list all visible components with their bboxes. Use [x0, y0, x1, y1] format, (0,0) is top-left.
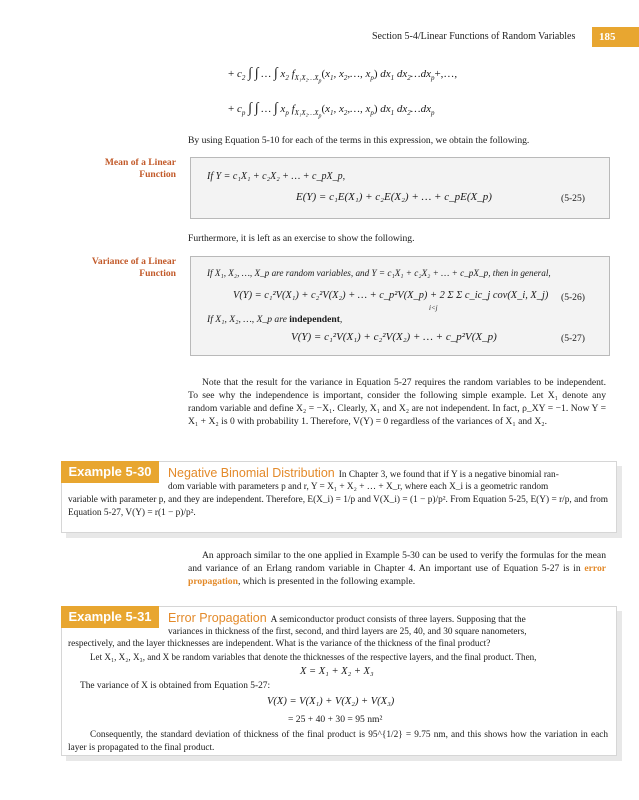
mean-condition: If Y = c₁X₁ + c₂X₂ + … + c_pX_p, — [207, 171, 346, 182]
page-number: 185 — [592, 27, 639, 47]
mean-definition-box — [190, 157, 610, 219]
variance-equation-independent: V(Y) = c₁²V(X₁) + c₂²V(X₂) + … + c_p²V(X_p) — [291, 331, 497, 343]
independent-prefix: If X₁, X₂, …, X_p are — [207, 314, 287, 325]
approach-text-before: An approach similar to the one applied in Example 5-30 can be used to verify the formulas for the mean and variance of an Erlang random variable in Chapter 4. An important use of Equation 5-27 is in — [188, 550, 606, 574]
example-5-30-label: Example 5-30 — [61, 461, 159, 483]
furthermore-sentence: Furthermore, it is left as an exercise to show the following. — [188, 233, 415, 244]
integral-equation-2: + $c_p$ ∫ ∫ … ∫ $x_p$ $f_{X_1X_2\dots X_p}(x_1$, $x_2,\dots$, $x_p$) $dx_1$ $dx_2\dots dx_p$ — [228, 101, 435, 120]
example-5-30-heading-line — [168, 464, 608, 482]
independent-suffix: , — [339, 314, 343, 325]
eq-number-5-26: (5-26) — [561, 292, 585, 303]
eq-number-5-27: (5-27) — [561, 333, 585, 344]
example-5-31-variance-equation: V(X) = V(X₁) + V(X₂) + V(X₃) — [267, 696, 395, 707]
variance-condition-general: If X₁, X₂, …, X_p are random variables, and Y = c₁X₁ + c₂X₂ + … + c_pX_p, then in general, — [207, 268, 551, 278]
example-5-31-label: Example 5-31 — [61, 606, 159, 628]
error-propagation-term: error propagation — [188, 563, 606, 587]
example-5-30-first-line: In Chapter 3, we found that if Y is a negative binomial ran- — [338, 470, 559, 480]
independent-keyword: independent — [289, 314, 340, 325]
margin-note-variance: Variance of a Linear Function — [91, 256, 176, 279]
mean-equation: E(Y) = c₁E(X₁) + c₂E(X₂) + … + c_pE(X_p) — [296, 191, 492, 203]
example-5-31-sum-equation: X = X₁ + X₂ + X₃ — [300, 666, 374, 677]
intro-sentence: By using Equation 5-10 for each of the terms in this expression, we obtain the following. — [188, 135, 530, 146]
approach-paragraph — [188, 549, 606, 588]
approach-text-after: , which is presented in the following example. — [237, 576, 416, 587]
running-head: Section 5-4/Linear Functions of Random Variables — [372, 31, 576, 42]
sum-index: i<j — [429, 304, 438, 312]
example-5-31-second-line: variances in thickness of the first, second, and third layers are 25, 40, and 30 square nanometers, — [168, 627, 527, 637]
example-5-31-heading-line — [168, 609, 608, 627]
example-5-31-third-line: respectively, and the layer thicknesses are independent. What is the variance of the thickness of the final product? — [68, 639, 491, 649]
example-5-31-variance-intro: The variance of X is obtained from Equation 5-27: — [80, 681, 271, 691]
integral-equation-1: + $c_2$ ∫ ∫ … ∫ $x_2$ $f_{X_1X_2\dots X_p}(x_1$, $x_2,\dots$, $x_p$) $dx_1$ $dx_2\dots dx_p+,\dots$, — [228, 66, 458, 85]
example-5-31-first-line: A semiconductor product consists of three layers. Supposing that the — [270, 615, 526, 625]
variance-equation-general: V(Y) = c₁²V(X₁) + c₂²V(X₂) + … + c_p²V(X_p) + 2 Σ Σ c_ic_j cov(X_i, X_j) — [233, 290, 549, 301]
eq-number-5-25: (5-25) — [561, 193, 585, 204]
example-5-31-title: Error Propagation — [168, 611, 267, 625]
example-5-30-title: Negative Binomial Distribution — [168, 466, 335, 480]
margin-note-mean: Mean of a Linear Function — [104, 157, 176, 180]
variance-condition-independent — [207, 314, 342, 325]
example-5-31-variance-result: = 25 + 40 + 30 = 95 nm² — [288, 714, 383, 725]
example-5-31-conclusion: Consequently, the standard deviation of thickness of the final product is 95^{1/2} = 9.75 nm, and this shows how the variation in each layer is propagated to the final product. — [68, 730, 608, 753]
example-5-30-body: variable with parameter p, and they are independent. Therefore, E(X_i) = 1/p and V(X_i) = (1 − p)/p². From Equation 5-25, E(Y) = r/p, and from Equation 5-27, V(Y) = r(1 − p)/p². — [68, 495, 608, 518]
example-5-31-let-line: Let X₁, X₂, X₃, and X be random variables that denote the thicknesses of the respective layers, and the final product. Then, — [90, 652, 537, 662]
note-paragraph: Note that the result for the variance in Equation 5-27 requires the random variables to be independent. To see why the independence is important, consider the following simple example. Let X₁ denote any random variable and define X₂ = −X₁. Clearly, X₁ and X₂ are not independent. In fact, ρ_XY = −1. Now Y = X₁ + X₂ is 0 with probability 1. Therefore, V(Y) = 0 regardless of the variances of X₁ and X₂. — [188, 377, 606, 427]
example-5-30-second-line: dom variable with parameters p and r, Y = X₁ + X₂ + … + X_r, where each X_i is a geometric random — [168, 482, 549, 492]
variance-definition-box — [190, 256, 610, 356]
